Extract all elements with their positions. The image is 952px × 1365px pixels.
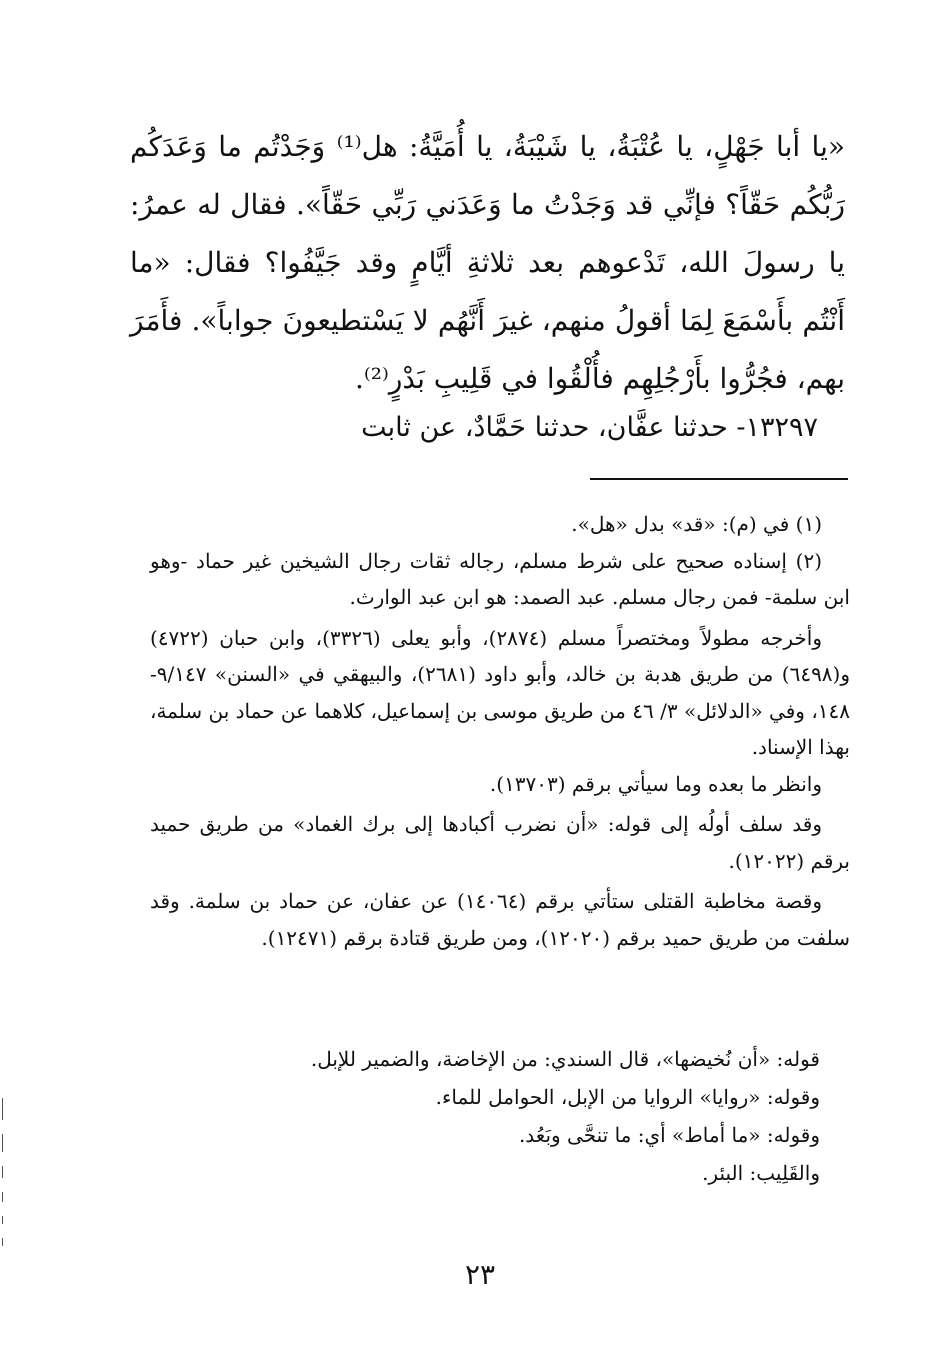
footnote-separator — [590, 478, 848, 480]
scan-margin-marks — [2, 1098, 4, 1288]
glossary-note: قوله: «أن نُخيضها»، قال السندي: من الإخاضة، والضمير للإبل. — [310, 1047, 820, 1071]
glossary-note: والقَلِيب: البئر. — [702, 1161, 820, 1185]
scan-mark — [2, 1098, 3, 1120]
main-hadith-text: «يا أبا جَهْلٍ، يا عُتْبَةُ، يا شَيْبَةُ، يا أُمَيَّةُ: هل⁽¹⁾ وَجَدْتُم ما وَعَدَكُم رَبُّكُم حَقّاً؟ فإنِّي قد وَجَدْتُ ما وَعَدَني رَبِّي حَقّاً». فقال له عمرُ: يا رسولَ الله، تَدْعوهم بعد ثلاثةِ أيَّامٍ وقد جَيَّفُوا؟ فقال: «ما أَنْتُم بأَسْمَعَ لِمَا أقولُ منهم، غيرَ أَنَّهُم لا يَسْتطيعونَ جواباً». فأَمَرَ بهم، فجُرُّوا بأَرْجُلِهِم فأُلْقُوا في قَلِيبِ بَدْرٍ⁽²⁾. — [130, 130, 846, 395]
page-number: ٢٣ — [464, 1258, 496, 1291]
glossary-notes — [200, 1040, 820, 1192]
scan-mark — [2, 1192, 3, 1202]
glossary-note: وقوله: «ما أماط» أي: ما تنحَّى وبَعُد. — [518, 1123, 820, 1147]
footnote-2: (٢) إسناده صحيح على شرط مسلم، رجاله ثقات رجال الشيخين غير حماد -وهو ابن سلمة- فمن رجال مسلم. عبد الصمد: هو ابن عبد الوارث. — [150, 548, 850, 609]
footnote-2-see-also: وانظر ما بعده وما سيأتي برقم (١٣٧٠٣). — [489, 771, 822, 796]
footnotes-section — [150, 506, 850, 956]
scan-mark — [2, 1134, 3, 1152]
scan-mark — [2, 1166, 3, 1178]
footnote-1: (١) في (م): «قد» بدل «هل». — [571, 512, 822, 536]
footnote-2-takhrij: وأخرجه مطولاً ومختصراً مسلم (٢٨٧٤)، وأبو يعلى (٣٣٢٦)، وابن حبان (٤٧٢٢) و(٦٤٩٨) من طريق هدبة بن خالد، وأبو داود (٢٦٨١)، والبيهقي في «السنن» ٩/١٤٧- ١٤٨، وفي «الدلائل» ٣/ ٤٦ من طريق موسى بن إسماعيل، كلاهما عن حماد بن سلمة، بهذا الإسناد. — [150, 625, 851, 759]
scan-mark — [2, 1216, 3, 1224]
hadith-number-line: ١٣٢٩٧- حدثنا عفَّان، حدثنا حَمَّادٌ، عن ثابت — [361, 412, 818, 443]
scan-mark — [2, 1238, 3, 1246]
glossary-note: وقوله: «روايا» الروايا من الإبل، الحوامل للماء. — [435, 1085, 820, 1109]
footnote-2-previous: وقد سلف أولُه إلى قوله: «أن نضرب أكبادها إلى برك الغماد» من طريق حميد برقم (١٢٠٢٢). — [150, 812, 850, 873]
footnote-2-story: وقصة مخاطبة القتلى ستأتي برقم (١٤٠٦٤) عن عفان، عن حماد بن سلمة. وقد سلفت من طريق حميد برقم (١٢٠٢٠)، ومن طريق قتادة برقم (١٢٤٧١). — [150, 889, 850, 950]
